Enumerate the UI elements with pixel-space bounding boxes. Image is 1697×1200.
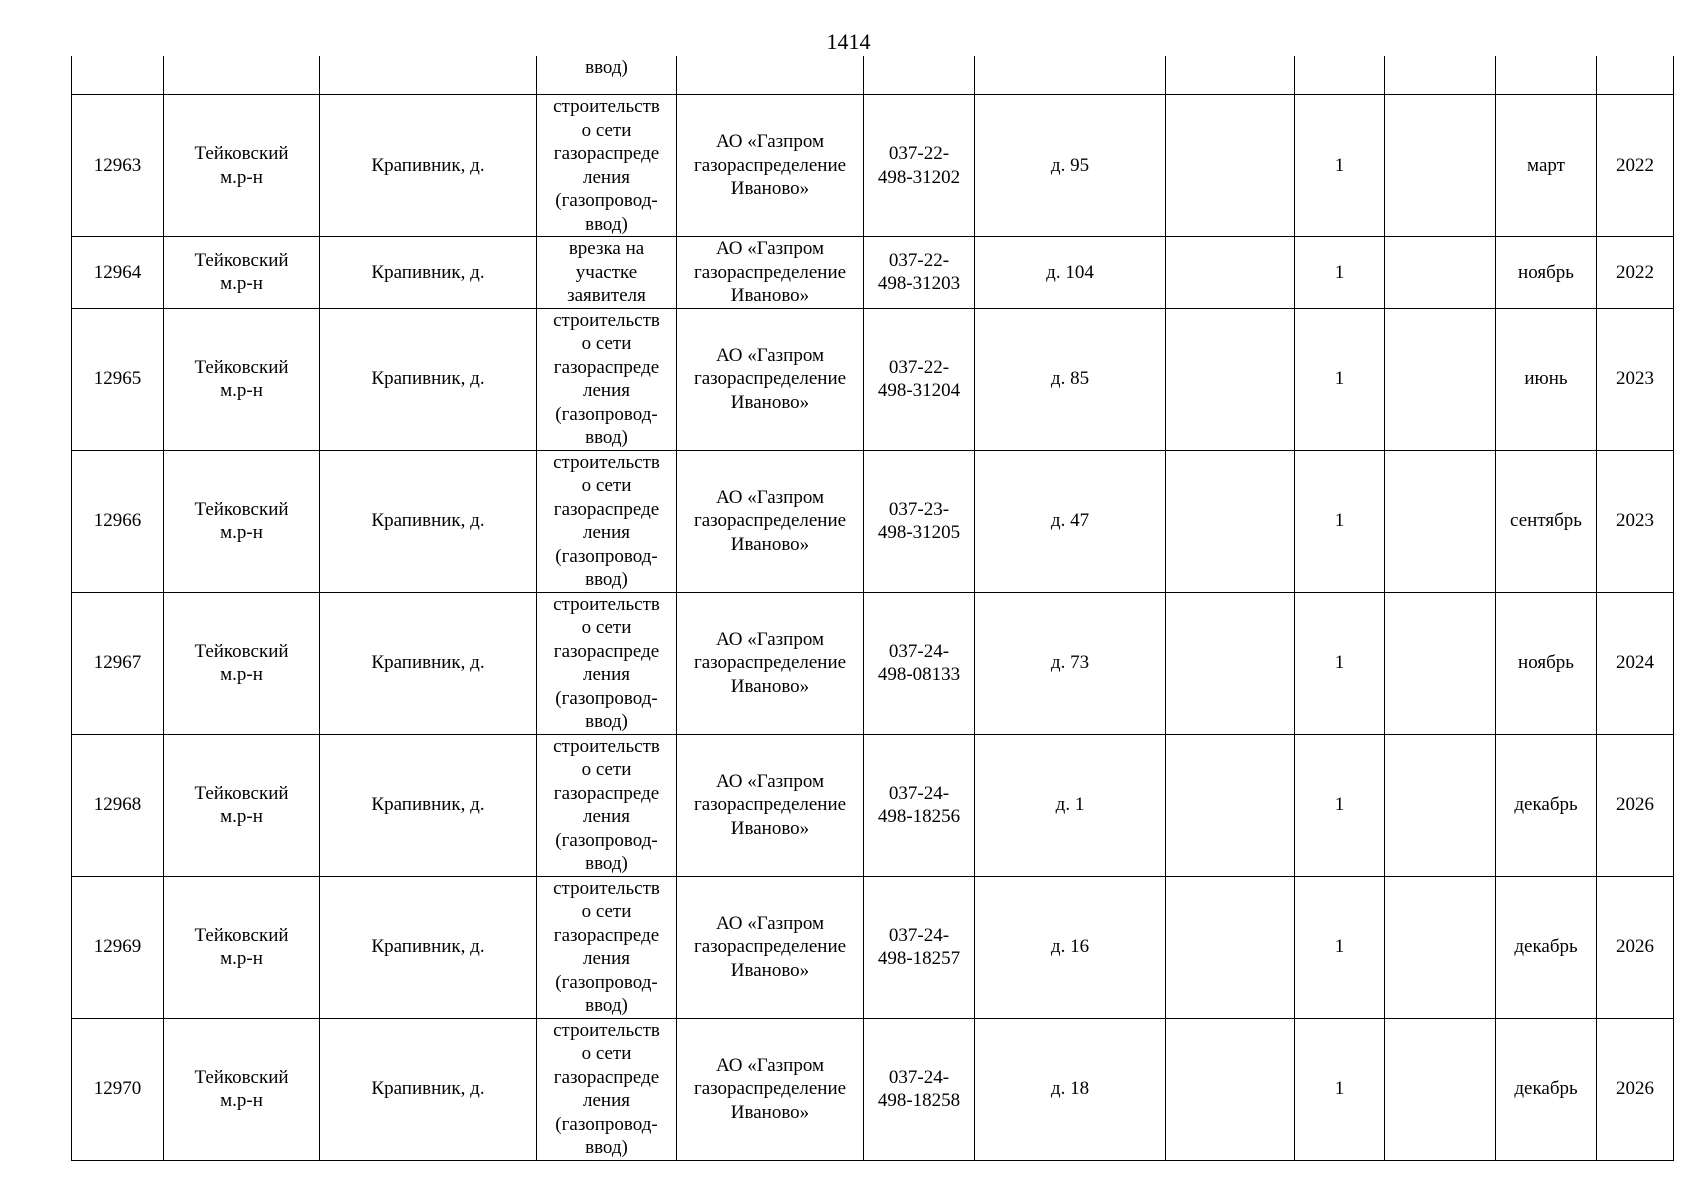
cell-district-line: Тейковский: [194, 640, 289, 662]
cell-work-line: строительств: [553, 1019, 660, 1041]
cell-code-line: 037-22-: [888, 249, 950, 271]
cell-month: декабрь: [1496, 734, 1597, 876]
cell-district-line: Тейковский: [194, 1066, 289, 1088]
table-row: [72, 592, 1674, 734]
cell-org-line: АО «Газпром: [715, 770, 825, 792]
cell-empty-1: [1166, 592, 1295, 734]
cell-district-line: Тейковский: [194, 924, 289, 946]
cell-year: 2026: [1597, 1018, 1674, 1160]
cell-house: д. 18: [975, 1018, 1166, 1160]
cell-year: 2022: [1597, 95, 1674, 237]
cell-org-line: Иваново»: [730, 285, 810, 306]
cell-code: [864, 1018, 975, 1160]
cell-org: [677, 56, 864, 95]
cell-work-line: о сети: [581, 901, 632, 922]
cell-year: 2023: [1597, 450, 1674, 592]
cell-org-line: Иваново»: [730, 959, 810, 981]
cell-work-line: ввод): [585, 853, 628, 874]
cell-work-line: о сети: [581, 617, 632, 638]
cell-code: [864, 56, 975, 95]
cell-num: 12965: [72, 308, 164, 450]
cell-org: [677, 1018, 864, 1160]
cell-locality: Крапивник, д.: [320, 876, 537, 1018]
cell-code-line: 498-31202: [877, 166, 961, 188]
cell-code: [864, 237, 975, 309]
cell-org-line: АО «Газпром: [715, 486, 825, 508]
cell-empty-1: [1166, 56, 1295, 95]
cell-code: [864, 876, 975, 1018]
cell-locality: Крапивник, д.: [320, 95, 537, 237]
cell-work-line: о сети: [581, 759, 632, 780]
cell-work-line: врезка на: [568, 238, 645, 259]
cell-count: 1: [1295, 308, 1385, 450]
cell-work: [537, 1018, 677, 1160]
cell-code: [864, 734, 975, 876]
cell-work-line: (газопровод-: [555, 971, 658, 993]
cell-org: [677, 734, 864, 876]
cell-district-line: м.р-н: [220, 522, 263, 543]
cell-work-line: газораспреде: [553, 498, 660, 520]
cell-locality: [320, 56, 537, 95]
cell-year: 2022: [1597, 237, 1674, 309]
cell-count: 1: [1295, 876, 1385, 1018]
cell-work-line: ления: [583, 948, 630, 969]
cell-org-line: газораспределение: [693, 368, 847, 390]
cell-work: [537, 308, 677, 450]
cell-year: 2026: [1597, 876, 1674, 1018]
cell-district-line: Тейковский: [194, 249, 289, 271]
cell-year: 2026: [1597, 734, 1674, 876]
cell-district: [164, 308, 320, 450]
cell-org: [677, 592, 864, 734]
cell-org-line: Иваново»: [730, 178, 810, 200]
cell-empty-2: [1385, 56, 1496, 95]
gasification-table: [71, 56, 1674, 1161]
cell-empty-2: [1385, 95, 1496, 237]
cell-org-line: Иваново»: [730, 391, 810, 413]
cell-count: 1: [1295, 450, 1385, 592]
cell-org-line: АО «Газпром: [715, 344, 825, 366]
cell-empty-1: [1166, 734, 1295, 876]
cell-code-line: 498-31204: [877, 380, 961, 401]
cell-district: [164, 56, 320, 95]
cell-code-line: 498-08133: [877, 664, 961, 685]
cell-org: [677, 450, 864, 592]
cell-empty-1: [1166, 876, 1295, 1018]
cell-work-line: газораспреде: [553, 782, 660, 804]
cell-district: [164, 450, 320, 592]
continuation-row: [72, 56, 1674, 95]
table-row: [72, 450, 1674, 592]
cell-code-line: 037-22-: [888, 356, 950, 378]
cell-work-line: заявителя: [567, 285, 646, 306]
cell-district: [164, 876, 320, 1018]
cell-empty-1: [1166, 95, 1295, 237]
cell-district-line: м.р-н: [220, 1090, 263, 1111]
cell-org-line: Иваново»: [730, 817, 810, 839]
cell-count: 1: [1295, 1018, 1385, 1160]
cell-count: [1295, 56, 1385, 95]
cell-org-line: Иваново»: [730, 1101, 810, 1123]
cell-district-line: м.р-н: [220, 664, 263, 685]
page-number: 1414: [826, 29, 871, 54]
cell-house: д. 104: [975, 237, 1166, 309]
cell-empty-2: [1385, 876, 1496, 1018]
cell-work: [537, 592, 677, 734]
cell-district: [164, 734, 320, 876]
cell-locality: Крапивник, д.: [320, 237, 537, 309]
cell-num: 12968: [72, 734, 164, 876]
cell-house: д. 95: [975, 95, 1166, 237]
cell-house: [975, 56, 1166, 95]
cell-month: март: [1496, 95, 1597, 237]
cell-locality: Крапивник, д.: [320, 450, 537, 592]
cell-org: [677, 876, 864, 1018]
cell-org-line: АО «Газпром: [715, 131, 825, 153]
cell-empty-2: [1385, 734, 1496, 876]
cell-work-line: ления: [583, 380, 630, 401]
cell-org-line: Иваново»: [730, 533, 810, 555]
table-row: [72, 308, 1674, 450]
cell-district-line: м.р-н: [220, 806, 263, 827]
cell-org-line: газораспределение: [693, 652, 847, 674]
cell-org-line: Иваново»: [730, 675, 810, 697]
cell-month: сентябрь: [1496, 450, 1597, 592]
cell-district-line: Тейковский: [194, 782, 289, 804]
cell-code-line: 498-18257: [877, 948, 961, 969]
cell-work-line: ввод): [585, 995, 628, 1016]
cell-work-line: ввод): [585, 213, 628, 235]
cell-empty-2: [1385, 592, 1496, 734]
cell-org: [677, 308, 864, 450]
cell-org: [677, 237, 864, 309]
cell-work-line: ления: [583, 522, 630, 543]
cell-year: 2023: [1597, 308, 1674, 450]
cell-month: ноябрь: [1496, 237, 1597, 309]
cell-work-line: газораспреде: [553, 356, 660, 378]
cell-locality: Крапивник, д.: [320, 308, 537, 450]
cell-district: [164, 592, 320, 734]
cell-district: [164, 95, 320, 237]
cell-work: [537, 876, 677, 1018]
cell-code-line: 037-24-: [888, 1066, 950, 1088]
cell-count: 1: [1295, 237, 1385, 309]
cell-year: [1597, 56, 1674, 95]
cell-district-line: м.р-н: [220, 948, 263, 969]
cell-district-line: м.р-н: [220, 166, 263, 188]
cell-district-line: Тейковский: [194, 498, 289, 520]
cell-locality: Крапивник, д.: [320, 734, 537, 876]
cell-district-line: Тейковский: [194, 143, 289, 164]
cell-code-line: 037-24-: [888, 782, 950, 804]
cell-work: [537, 734, 677, 876]
cell-code: [864, 95, 975, 237]
cell-month: декабрь: [1496, 1018, 1597, 1160]
cell-work-line: о сети: [581, 475, 632, 496]
cell-district-line: Тейковский: [194, 356, 289, 378]
cell-num: 12970: [72, 1018, 164, 1160]
cell-count: 1: [1295, 592, 1385, 734]
cell-work-line: строительств: [553, 735, 660, 757]
cell-work-line: (газопровод-: [555, 190, 658, 211]
cell-district-line: м.р-н: [220, 380, 263, 401]
cell-work-line: о сети: [581, 119, 632, 141]
table-row: [72, 876, 1674, 1018]
cell-month: [1496, 56, 1597, 95]
cell-org-line: газораспределение: [693, 936, 847, 958]
cell-count: 1: [1295, 734, 1385, 876]
cell-code: [864, 308, 975, 450]
cell-work-line: газораспреде: [553, 640, 660, 662]
cell-work-line: (газопровод-: [555, 403, 658, 425]
cell-house: д. 47: [975, 450, 1166, 592]
cell-empty-1: [1166, 450, 1295, 592]
table-body: [72, 56, 1674, 1160]
table-row: [72, 95, 1674, 237]
cell-empty-1: [1166, 1018, 1295, 1160]
cell-work-line: газораспреде: [553, 143, 660, 164]
cell-empty-1: [1166, 237, 1295, 309]
cell-code-line: 037-24-: [888, 640, 950, 662]
cell-empty-2: [1385, 308, 1496, 450]
cell-org-line: АО «Газпром: [715, 1054, 825, 1076]
cell-locality: Крапивник, д.: [320, 1018, 537, 1160]
cell-code-line: 037-22-: [888, 143, 950, 164]
cell-work: [537, 450, 677, 592]
cell-house: д. 1: [975, 734, 1166, 876]
table-row: [72, 237, 1674, 309]
cell-org: [677, 95, 864, 237]
cell-house: д. 16: [975, 876, 1166, 1018]
cell-count: 1: [1295, 95, 1385, 237]
cell-org-line: АО «Газпром: [715, 238, 825, 259]
cell-org-line: газораспределение: [693, 154, 847, 176]
cell-work: ввод): [537, 56, 677, 95]
cell-house: д. 85: [975, 308, 1166, 450]
cell-work-line: ления: [583, 664, 630, 685]
cell-code-line: 037-24-: [888, 924, 950, 946]
cell-code-line: 498-31205: [877, 522, 961, 543]
cell-code-line: 498-18258: [877, 1090, 961, 1111]
cell-num: 12969: [72, 876, 164, 1018]
cell-work-line: газораспреде: [553, 1066, 660, 1088]
cell-district: [164, 1018, 320, 1160]
cell-district: [164, 237, 320, 309]
cell-work-line: строительств: [553, 877, 660, 899]
cell-work-line: строительств: [553, 96, 660, 117]
cell-work-line: (газопровод-: [555, 545, 658, 567]
cell-work-line: ввод): [585, 711, 628, 732]
cell-district-line: м.р-н: [220, 273, 263, 295]
cell-house: д. 73: [975, 592, 1166, 734]
cell-work-line: ления: [583, 166, 630, 188]
cell-work-line: газораспреде: [553, 924, 660, 946]
cell-work-line: участке: [575, 261, 638, 283]
cell-month: ноябрь: [1496, 592, 1597, 734]
cell-work-line: ввод): [585, 1137, 628, 1158]
cell-num: 12964: [72, 237, 164, 309]
cell-org-line: АО «Газпром: [715, 628, 825, 650]
cell-num: 12967: [72, 592, 164, 734]
cell-org-line: газораспределение: [693, 261, 847, 283]
cell-num: 12966: [72, 450, 164, 592]
cell-work-line: строительств: [553, 309, 660, 331]
cell-work-line: о сети: [581, 1043, 632, 1064]
cell-num: [72, 56, 164, 95]
cell-code: [864, 450, 975, 592]
cell-work-line: строительств: [553, 451, 660, 473]
cell-org-line: газораспределение: [693, 510, 847, 532]
cell-code-line: 498-18256: [877, 806, 961, 827]
cell-empty-2: [1385, 450, 1496, 592]
cell-org-line: АО «Газпром: [715, 912, 825, 934]
cell-org-line: газораспределение: [693, 1078, 847, 1100]
cell-work-line: ления: [583, 806, 630, 827]
cell-work-line: (газопровод-: [555, 1113, 658, 1135]
cell-month: июнь: [1496, 308, 1597, 450]
cell-code: [864, 592, 975, 734]
cell-work: [537, 237, 677, 309]
cell-work-line: (газопровод-: [555, 687, 658, 709]
cell-work-line: о сети: [581, 333, 632, 354]
cell-year: 2024: [1597, 592, 1674, 734]
table-row: [72, 1018, 1674, 1160]
cell-locality: Крапивник, д.: [320, 592, 537, 734]
cell-code-line: 498-31203: [877, 273, 961, 295]
cell-work: [537, 95, 677, 237]
cell-empty-2: [1385, 237, 1496, 309]
cell-month: декабрь: [1496, 876, 1597, 1018]
cell-work-line: ления: [583, 1090, 630, 1111]
cell-work-line: строительств: [553, 593, 660, 615]
cell-code-line: 037-23-: [888, 498, 950, 520]
table-row: [72, 734, 1674, 876]
cell-work-line: ввод): [585, 427, 628, 448]
cell-empty-1: [1166, 308, 1295, 450]
cell-num: 12963: [72, 95, 164, 237]
cell-empty-2: [1385, 1018, 1496, 1160]
cell-org-line: газораспределение: [693, 794, 847, 816]
cell-work-line: (газопровод-: [555, 829, 658, 851]
cell-work-line: ввод): [585, 569, 628, 590]
